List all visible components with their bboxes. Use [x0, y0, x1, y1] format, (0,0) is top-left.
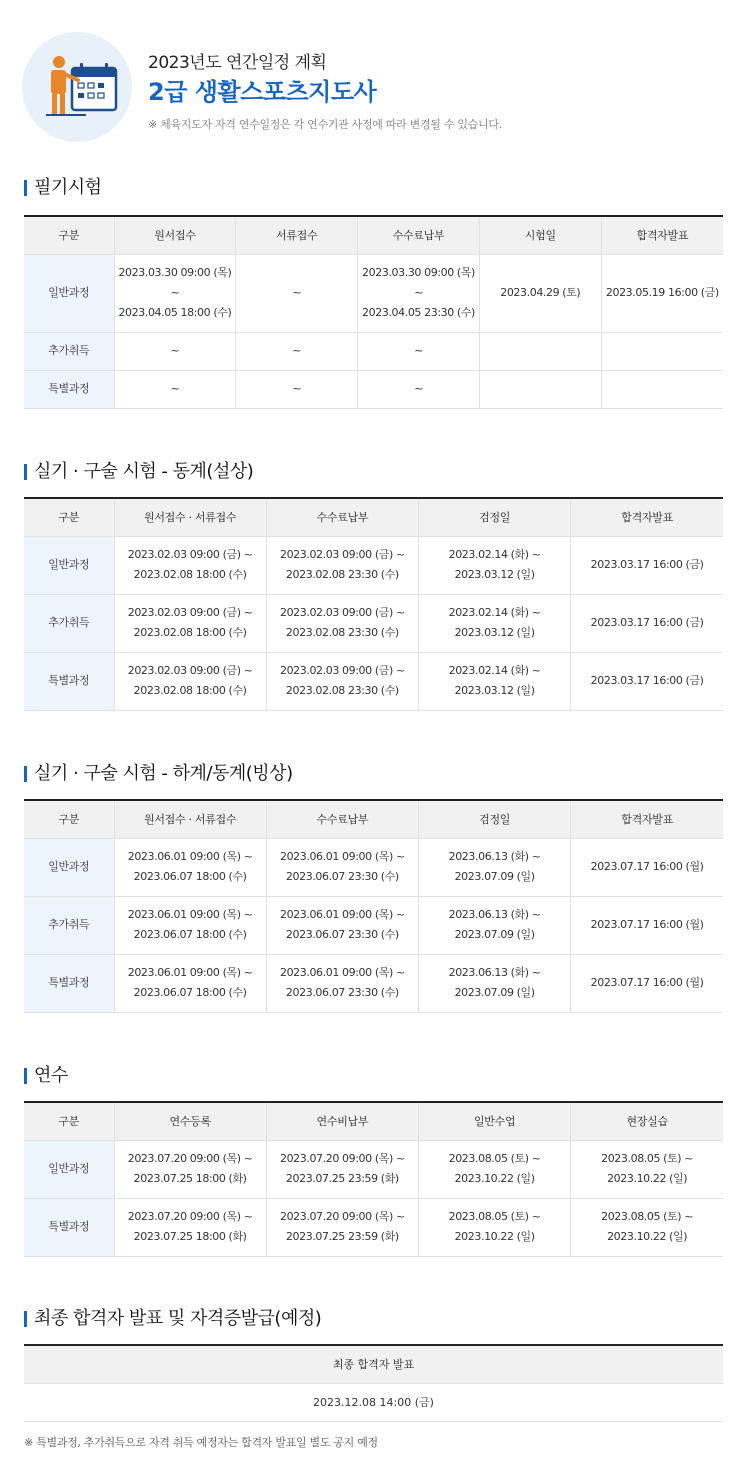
table-cell: 2023.03.17 16:00 (금)	[571, 594, 723, 652]
table-cell	[114, 254, 236, 332]
section-title-final: 최종 합격자 발표 및 자격증발급(예정)	[24, 1309, 321, 1329]
cell-line: ~	[414, 286, 423, 299]
cell-line: 2023.02.03 09:00 (금) ~	[279, 606, 405, 619]
col-header: 원서접수 · 서류접수	[114, 498, 266, 536]
col-header: 합격자발표	[571, 498, 723, 536]
table-cell	[601, 332, 723, 370]
table-cell	[266, 838, 418, 896]
cell-line: 2023.06.07 18:00 (수)	[133, 870, 247, 883]
col-header: 서류접수	[236, 216, 358, 254]
col-header: 구분	[24, 216, 114, 254]
table-cell	[266, 652, 418, 710]
col-header: 시험일	[479, 216, 601, 254]
row-label: 일반과정	[24, 536, 114, 594]
table-row	[24, 332, 723, 370]
cell-line: 2023.07.25 23:59 (화)	[285, 1230, 399, 1243]
table-cell	[114, 652, 266, 710]
table-cell	[266, 954, 418, 1012]
cell-line: 2023.07.09 (일)	[454, 870, 535, 883]
final-header: 최종 합격자 발표	[24, 1346, 723, 1384]
footnote: ※ 특별과정, 추가취득으로 자격 취득 예정자는 합격자 발표일 별도 공지 예정	[24, 1436, 378, 1449]
table-cell	[419, 536, 571, 594]
practical-winter-table	[24, 497, 723, 711]
cell-line: 2023.06.13 (화) ~	[448, 850, 541, 863]
cell-line: 2023.07.09 (일)	[454, 928, 535, 941]
cell-line: 2023.07.20 09:00 (목) ~	[127, 1152, 253, 1165]
row-label: 일반과정	[24, 838, 114, 896]
table-header-row	[24, 800, 723, 838]
table-row	[24, 536, 723, 594]
table-cell	[479, 332, 601, 370]
section-title-practical-winter: 실기 · 구술 시험 - 동계(설상)	[24, 462, 253, 482]
table-cell	[419, 896, 571, 954]
cell-line: 2023.06.07 23:30 (수)	[285, 986, 399, 999]
cell-line: 2023.03.12 (일)	[454, 684, 535, 697]
cell-line: 2023.04.05 18:00 (수)	[118, 306, 232, 319]
cell-line: 2023.07.25 18:00 (화)	[133, 1230, 247, 1243]
table-cell	[419, 954, 571, 1012]
table-cell	[358, 254, 480, 332]
col-header: 검정일	[419, 800, 571, 838]
col-header: 합격자발표	[571, 800, 723, 838]
col-header: 연수등록	[114, 1102, 266, 1140]
cell-line: 2023.10.22 (일)	[607, 1230, 688, 1243]
row-label: 추가취득	[24, 594, 114, 652]
table-cell	[114, 594, 266, 652]
table-cell: 2023.03.17 16:00 (금)	[571, 652, 723, 710]
table-row	[24, 838, 723, 896]
final-announcement-table	[24, 1344, 723, 1422]
row-label: 추가취득	[24, 896, 114, 954]
table-row	[24, 594, 723, 652]
cell-line: 2023.06.01 09:00 (목) ~	[127, 966, 253, 979]
cell-line: ~	[170, 286, 180, 299]
cell-line: 2023.02.14 (화) ~	[448, 606, 541, 619]
col-header: 합격자발표	[601, 216, 723, 254]
cell-line: 2023.08.05 (토) ~	[601, 1152, 694, 1165]
practical-summer-table	[24, 799, 723, 1013]
table-cell	[419, 1140, 571, 1198]
table-cell: ~	[358, 370, 480, 408]
cell-line: 2023.07.25 18:00 (화)	[133, 1172, 247, 1185]
cell-line: 2023.10.22 (일)	[454, 1230, 535, 1243]
header-main-title: 2급 생활스포츠지도사	[148, 78, 377, 106]
table-cell	[419, 1198, 571, 1256]
cell-line: 2023.02.08 23:30 (수)	[285, 684, 399, 697]
col-header: 검정일	[419, 498, 571, 536]
row-label: 특별과정	[24, 652, 114, 710]
col-header: 수수료납부	[266, 498, 418, 536]
section-title-training: 연수	[24, 1066, 68, 1086]
cell-line: 2023.06.01 09:00 (목) ~	[127, 850, 253, 863]
table-cell: ~	[236, 370, 358, 408]
cell-line: 2023.06.01 09:00 (목) ~	[279, 908, 405, 921]
cell-line: 2023.03.30 09:00 (목)	[362, 266, 475, 279]
table-cell	[266, 1198, 418, 1256]
cell-line: 2023.02.08 23:30 (수)	[285, 626, 399, 639]
cell-line: 2023.07.25 23:59 (화)	[285, 1172, 399, 1185]
cell-line: 2023.08.05 (토) ~	[448, 1210, 541, 1223]
table-cell: 2023.07.17 16:00 (월)	[571, 954, 723, 1012]
section-title-written: 필기시험	[24, 178, 102, 198]
final-value: 2023.12.08 14:00 (금)	[24, 1384, 723, 1422]
table-row	[24, 370, 723, 408]
table-cell	[266, 896, 418, 954]
table-header-row	[24, 498, 723, 536]
section-title-practical-summer: 실기 · 구술 시험 - 하계/동계(빙상)	[24, 764, 293, 784]
table-cell	[601, 370, 723, 408]
cell-line: 2023.02.03 09:00 (금) ~	[127, 606, 253, 619]
cell-line: 2023.02.08 18:00 (수)	[133, 568, 247, 581]
col-header: 수수료납부	[266, 800, 418, 838]
cell-line: 2023.07.20 09:00 (목) ~	[279, 1210, 405, 1223]
cell-line: 2023.02.14 (화) ~	[448, 664, 541, 677]
table-cell	[419, 594, 571, 652]
table-cell	[266, 536, 418, 594]
page-header	[22, 32, 722, 152]
row-label: 특별과정	[24, 1198, 114, 1256]
col-header: 구분	[24, 1102, 114, 1140]
table-cell	[571, 1140, 723, 1198]
table-cell: 2023.03.17 16:00 (금)	[571, 536, 723, 594]
cell-line: 2023.06.07 23:30 (수)	[285, 870, 399, 883]
cell-line: 2023.06.01 09:00 (목) ~	[279, 966, 405, 979]
table-header-row	[24, 1102, 723, 1140]
col-header: 원서접수	[114, 216, 236, 254]
table-cell	[571, 1198, 723, 1256]
col-header: 구분	[24, 800, 114, 838]
row-label: 일반과정	[24, 1140, 114, 1198]
table-cell	[114, 536, 266, 594]
table-row	[24, 896, 723, 954]
cell-line: 2023.06.07 23:30 (수)	[285, 928, 399, 941]
cell-line: 2023.06.01 09:00 (목) ~	[127, 908, 253, 921]
cell-line: 2023.06.13 (화) ~	[448, 966, 541, 979]
cell-line: 2023.08.05 (토) ~	[601, 1210, 694, 1223]
cell-line: 2023.06.07 18:00 (수)	[133, 986, 247, 999]
row-label: 일반과정	[24, 254, 114, 332]
cell-line: 2023.06.07 18:00 (수)	[133, 928, 247, 941]
header-year-title: 2023년도 연간일정 계획	[148, 53, 327, 73]
cell-line: 2023.03.30 09:00 (목)	[118, 266, 232, 279]
table-cell	[114, 1198, 266, 1256]
cell-line: 2023.03.12 (일)	[454, 626, 535, 639]
col-header: 현장실습	[571, 1102, 723, 1140]
cell-line: 2023.10.22 (일)	[607, 1172, 688, 1185]
cell-line: 2023.02.03 09:00 (금) ~	[279, 548, 405, 561]
table-row	[24, 1198, 723, 1256]
header-note: ※ 체육지도자 자격 연수일정은 각 연수기관 사정에 따라 변경될 수 있습니다.	[148, 118, 502, 131]
table-cell: ~	[358, 332, 480, 370]
cell-line: 2023.02.14 (화) ~	[448, 548, 541, 561]
table-cell: 2023.07.17 16:00 (월)	[571, 838, 723, 896]
row-label: 특별과정	[24, 370, 114, 408]
col-header: 구분	[24, 498, 114, 536]
table-row	[24, 954, 723, 1012]
table-cell	[266, 1140, 418, 1198]
table-row	[24, 652, 723, 710]
table-cell: ~	[114, 370, 236, 408]
table-cell: 2023.05.19 16:00 (금)	[601, 254, 723, 332]
col-header: 연수비납부	[266, 1102, 418, 1140]
cell-line: 2023.06.01 09:00 (목) ~	[279, 850, 405, 863]
cell-line: 2023.04.05 23:30 (수)	[362, 306, 475, 319]
cell-line: 2023.03.12 (일)	[454, 568, 535, 581]
training-table	[24, 1101, 723, 1257]
table-row	[24, 1140, 723, 1198]
table-cell	[419, 652, 571, 710]
row-label: 특별과정	[24, 954, 114, 1012]
cell-line: 2023.07.20 09:00 (목) ~	[127, 1210, 253, 1223]
table-cell: ~	[236, 332, 358, 370]
col-header: 수수료납부	[358, 216, 480, 254]
cell-line: 2023.06.13 (화) ~	[448, 908, 541, 921]
table-header-row	[24, 216, 723, 254]
calendar-person-icon	[42, 50, 122, 122]
table-cell	[479, 370, 601, 408]
cell-line: 2023.07.20 09:00 (목) ~	[279, 1152, 405, 1165]
cell-line: 2023.02.08 18:00 (수)	[133, 626, 247, 639]
col-header: 일반수업	[419, 1102, 571, 1140]
cell-line: 2023.02.03 09:00 (금) ~	[127, 548, 253, 561]
table-cell: ~	[114, 332, 236, 370]
table-cell: 2023.07.17 16:00 (월)	[571, 896, 723, 954]
table-cell: 2023.04.29 (토)	[479, 254, 601, 332]
table-row	[24, 254, 723, 332]
table-cell	[419, 838, 571, 896]
cell-line: 2023.02.03 09:00 (금) ~	[127, 664, 253, 677]
written-exam-table	[24, 215, 723, 409]
table-cell	[266, 594, 418, 652]
col-header: 원서접수 · 서류접수	[114, 800, 266, 838]
cell-line: 2023.10.22 (일)	[454, 1172, 535, 1185]
cell-line: 2023.07.09 (일)	[454, 986, 535, 999]
table-cell	[114, 954, 266, 1012]
cell-line: 2023.02.08 23:30 (수)	[285, 568, 399, 581]
table-cell	[114, 838, 266, 896]
cell-line: 2023.02.08 18:00 (수)	[133, 684, 247, 697]
table-cell	[114, 1140, 266, 1198]
table-cell	[114, 896, 266, 954]
cell-line: 2023.08.05 (토) ~	[448, 1152, 541, 1165]
row-label: 추가취득	[24, 332, 114, 370]
table-cell: ~	[236, 254, 358, 332]
cell-line: 2023.02.03 09:00 (금) ~	[279, 664, 405, 677]
